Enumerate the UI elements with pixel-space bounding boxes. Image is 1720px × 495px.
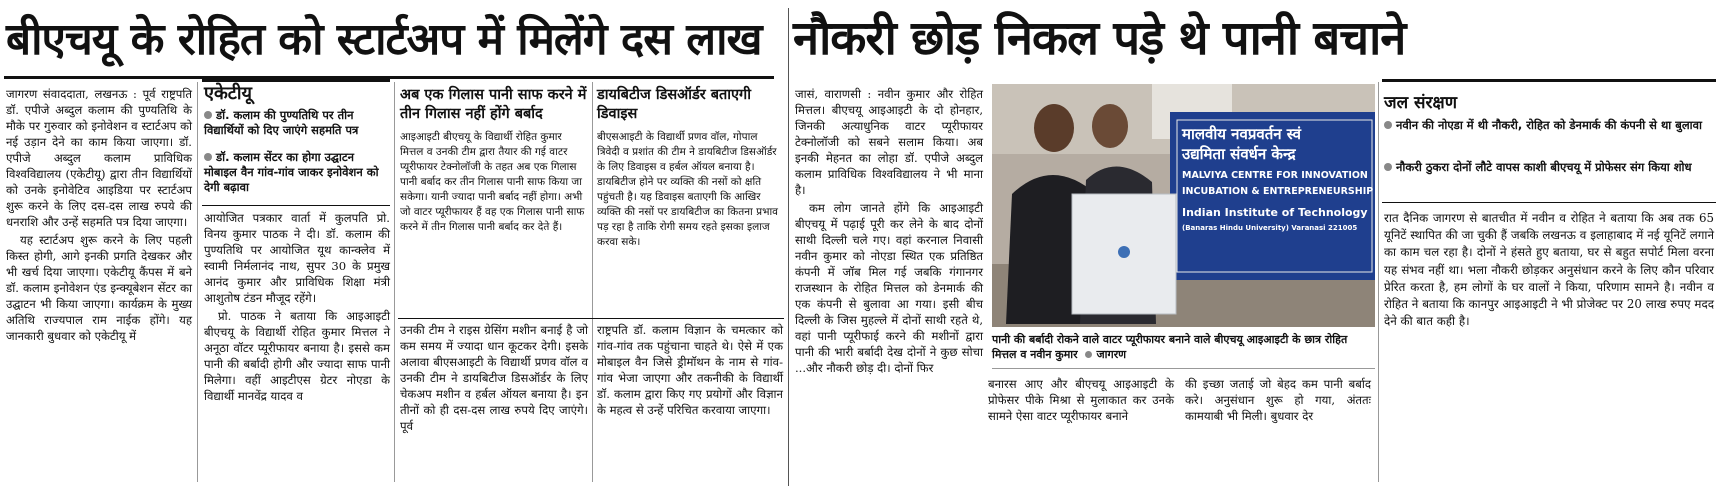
bullet-icon xyxy=(1384,121,1392,129)
right-col1-para1: जासं, वाराणसी : नवीन कुमार और रोहित मित्तल। बीएचयू आइआइटी के दो होनहार, जिनकी अत्याधुनिक वाटर प्यूरीफायर टेक्नोलॉजी को सबने सलाम किया। अब इनकी मेहनत का लोहा डॉ. एपीजे अब्दुल कलाम प्राविधिक विश्वविद्यालय ने भी माना है। xyxy=(795,87,983,197)
aktu-para2: प्रो. पाठक ने बताया कि आइआइटी बीएचयू के विद्यार्थी रोहित कुमार मित्तल ने अनूठा वॉटर प्यूरीफायर बनाया है। इससे कम पानी की बर्बादी होगी और ज्यादा साफ पानी मिलेगा। वहीं आइटीएस ग्रेटर नोएडा के विद्यार्थी मानवेंद्र यादव व xyxy=(204,309,390,403)
left-col1-para1: जागरण संवाददाता, लखनऊ : पूर्व राष्ट्रपति डॉ. एपीजे अब्दुल कलाम की पुण्यतिथि के मौके पर गुरुवार को इनोवेशन व स्टार्टअप को नई उड़ान देने का काम किया जाएगा। डॉ. एपीजे अब्दुल कलाम प्राविधिक विश्वविद्यालय (एकेटीयू) द्वारा तीन विद्यार्थियों को उनके इनोवेटिव आइडिया पर स्टार्टअप शुरू करने के लिए दस-दस लाख रुपये की धनराशि और उन्हें सहमति पत्र दिया जाएगा। xyxy=(6,87,192,229)
sign-line-5: Indian Institute of Technology xyxy=(1182,206,1368,219)
column-divider xyxy=(197,82,198,482)
right-col2-text: बनारस आए और बीएचयू आइआइटी के प्रोफेसर पीके मिश्रा से मुलाकात कर उनके सामने ऐसा वाटर प्यूरीफायर बनाने xyxy=(988,377,1174,423)
sign-line-3: MALVIYA CENTRE FOR INNOVATION xyxy=(1182,170,1368,181)
column-divider xyxy=(592,82,593,482)
aktu-bullet-2-text: डॉ. कलाम सेंटर का होगा उद्घाटन मोबाइल वैन गांव-गांव जाकर इनोवेशन को देगी बढ़ावा xyxy=(204,150,379,194)
right-col-2 xyxy=(988,376,1174,426)
sidebar-top-rule xyxy=(1382,79,1716,82)
right-col1-para2: कम लोग जानते होंगे कि आइआइटी बीएचयू में पढ़ाई पूरी कर लेने के बाद दोनों साथी दिल्ली चले गए। वहां करनाल निवासी नवीन कुमार को नोएडा स्थित एक प्रतिष्ठित कंपनी में जॉब मिल गई जबकि गंगानगर राजस्थान के रोहित मित्तल को डेनमार्क की एक कंपनी से बुलावा आ गया। इसी बीच दिल्ली के जिस मुहल्ले में दोनों साथी रहते थे, वहां पानी प्यूरीफाई करने की मशीनों द्वारा पानी की भारी बर्बादी देख दोनों ने कुछ सोचा ...और नौकरी छोड़ दी। दोनों फिर xyxy=(795,201,983,375)
water-text: आइआइटी बीएचयू के विद्यार्थी रोहित कुमार मित्तल व उनकी टीम द्वारा तैयार की गई वाटर प्यूरीफायर टेक्नोलॉजी के तहत अब एक गिलास पानी बर्बाद कर तीन गिलास पानी साफ किया जा सकेगा। यानी ज्यादा पानी बर्बाद नहीं होगा। अभी जो वाटर प्यूरीफायर हैं वह एक गिलास पानी साफ करने में तीन गिलास पानी बर्बाद कर देते हैं। xyxy=(400,131,585,233)
caption-text: पानी की बर्बादी रोकने वाले वाटर प्यूरीफायर बनाने वाले बीएचयू आइआइटी के छात्र रोहित मित्तल व नवीन कुमार xyxy=(992,333,1348,361)
right-col-1 xyxy=(795,86,983,378)
aktu-bullet-1-text: डॉ. कलाम की पुण्यतिथि पर तीन विद्यार्थियों को दिए जाएंगे सहमति पत्र xyxy=(204,108,359,137)
aktu-bullet-1 xyxy=(204,108,390,138)
sidebar-bullet-1 xyxy=(1384,118,1714,133)
sidebar-title: जल संरक्षण xyxy=(1384,93,1457,113)
bullet-icon xyxy=(1384,163,1392,171)
sign-line-1: मालवीय नवप्रवर्तन स्वं xyxy=(1182,125,1301,143)
sidebar-bullet-2 xyxy=(1384,160,1714,175)
aktu-top-rule xyxy=(202,79,390,82)
sign-line-4: INCUBATION & ENTREPRENEURSHIP xyxy=(1182,186,1374,197)
story-separator xyxy=(788,8,789,486)
column-divider xyxy=(394,82,395,482)
right-col-3 xyxy=(1185,376,1371,426)
left-col-2 xyxy=(204,210,390,406)
aktu-bottom-rule xyxy=(202,205,390,206)
boxes-bottom-rule xyxy=(398,318,784,319)
left-col-3 xyxy=(400,322,588,436)
sidebar-bullet-2-text: नौकरी ठुकरा दोनों लौटे वापस काशी बीएचयू में प्रोफेसर संग किया शोध xyxy=(1396,160,1692,174)
sidebar-body-text: रात दैनिक जागरण से बातचीत में नवीन व रोहित ने बताया कि अब तक 65 यूनिटें स्थापित की जा चुकी हैं जबकि लखनऊ व इलाहाबाद में नई यूनिटें लगाने का काम चल रहा है। दोनों ने हंसते हुए बताया, घर से बहुत सपोर्ट मिला वरना यह संभव नहीं था। भला नौकरी छोड़कर अनुसंधान करने के लिए कौन परिवार प्रेरित करता है, हम लोगों के घर वालों ने किया, परिणाम सामने है। नवीन व रोहित ने बताया कि कानपुर आइआइटी ने भी प्रोजेक्ट पर 20 लाख रुपए मदद देने की बात कही है। xyxy=(1384,211,1714,329)
water-body: उनकी टीम ने राइस ग्रेसिंग मशीन बनाई है जो कम समय में ज्यादा धान कूटकर देगी। इसके अलावा बीएसआइटी के विद्यार्थी प्रणव वॉल व उनकी टीम ने डायबिटीज डिसऑर्डर के लिए चेकअप मशीन व हर्बल ऑयल बनाया है। इन तीनों को ही दस-दस लाख रुपये दिए जाएंगे। पूर्व xyxy=(400,323,588,433)
left-col1-para2: यह स्टार्टअप शुरू करने के लिए पहली किस्त होगी, आगे इनकी प्रगति देखकर और भी खर्च दिया जाएगा। एकेटीयू कैंपस में बने डॉ. कलाम इनोवेशन एंड इन्क्यूबेशन सेंटर का उद्घाटन भी किया जाएगा। कार्यक्रम के मुख्य अतिथि राज्यपाल राम नाईक होंगे। यह जानकारी बुधवार को एकेटीयू में xyxy=(6,233,192,343)
caption-rule xyxy=(992,368,1375,369)
diabetes-body: राष्ट्रपति डॉ. कलाम विज्ञान के चमत्कार को गांव-गांव तक पहुंचाना चाहते थे। ऐसे में एक मोबाइल वैन जिसे ड्रीमॉथन के नाम से गांव-गांव भेजा जाएगा और तकनीकी के विद्यार्थी डॉ. कलाम द्वारा किए गए प्रयोगों और विज्ञान के महत्व से उन्हें परिचित करवाया जाएगा। xyxy=(597,323,783,417)
sidebar-bottom-rule xyxy=(1382,202,1716,203)
diabetes-title: डायबिटीज डिसऑर्डर बताएगी डिवाइस xyxy=(597,87,751,122)
sign-line-2: उद्यमिता संवर्धन केन्द्र xyxy=(1182,145,1296,163)
photo-caption xyxy=(992,332,1372,362)
sign-line-6: (Banaras Hindu University) Varanasi 221005 xyxy=(1182,224,1358,232)
left-headline: बीएचयू के रोहित को स्टार्टअप में मिलेंगे दस लाख xyxy=(6,14,762,65)
news-photo xyxy=(992,84,1375,327)
right-headline: नौकरी छोड़ निकल पड़े थे पानी बचाने xyxy=(793,11,1406,66)
water-title: अब एक गिलास पानी साफ करने में तीन गिलास नहीं होंगे बर्बाद xyxy=(400,87,587,122)
bullet-icon xyxy=(204,111,212,119)
sign-text xyxy=(1182,124,1372,234)
column-divider xyxy=(1378,82,1379,482)
caption-credit: जागरण xyxy=(1096,348,1127,361)
left-col-1 xyxy=(6,86,192,346)
diabetes-text: बीएसआइटी के विद्यार्थी प्रणव वॉल, गोपाल त्रिवेदी व प्रशांत की टीम ने डायबिटीज डिसऑर्डर के लिए डिवाइस व हर्बल ऑयल बनाया है। डायबिटीज होने पर व्यक्ति की नसों को क्षति पहुंचती है। यह डिवाइस बताएगी कि आखिर व्यक्ति की नसों पर डायबिटीज का कितना प्रभाव पड़ रहा है ताकि रोगी समय रहते इसका इलाज करवा सके। xyxy=(597,131,779,248)
right-col3-text: की इच्छा जताई जो बेहद कम पानी बर्बाद करे। अनुसंधान शुरू हो गया, अंततः कामयाबी भी मिली। बुधवार देर xyxy=(1185,377,1371,423)
aktu-title: एकेटीयू xyxy=(204,83,252,104)
bullet-icon xyxy=(204,153,212,161)
left-col-4 xyxy=(597,322,783,420)
aktu-para1: आयोजित पत्रकार वार्ता में कुलपति प्रो. विनय कुमार पाठक ने दी। डॉ. कलाम की पुण्यतिथि पर आयोजित यूथ कान्क्लेव में स्वामी निर्मलानंद नाथ, सुपर 30 के प्रमुख आनंद कुमार और प्राविधिक शिक्षा मंत्री आशुतोष टंडन मौजूद रहेंगे। xyxy=(204,211,390,305)
sidebar-bullet-1-text: नवीन की नोएडा में थी नौकरी, रोहित को डेनमार्क की कंपनी से था बुलावा xyxy=(1396,118,1702,132)
bullet-icon xyxy=(1085,351,1092,358)
sidebar-body xyxy=(1384,210,1714,332)
aktu-bullet-2 xyxy=(204,150,390,195)
